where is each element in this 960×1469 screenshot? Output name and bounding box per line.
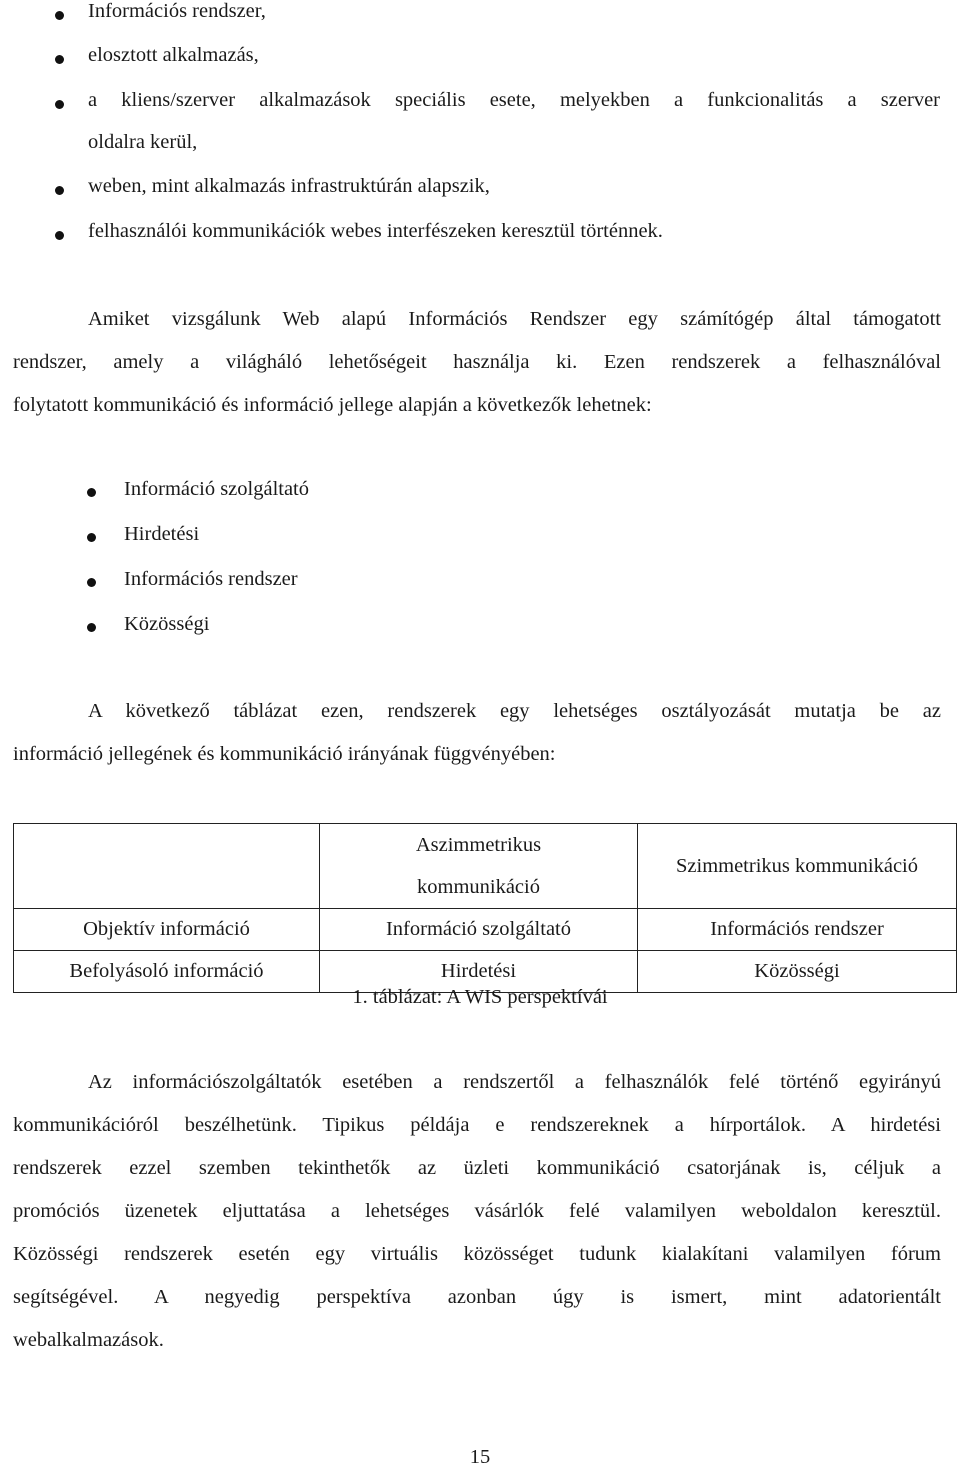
table-header-cell: Szimmetrikus kommunikáció [638,824,957,909]
table-cell: Közösségi [638,951,957,993]
bullet-icon [55,231,64,240]
bullet-icon [87,488,96,497]
bullet-icon [55,186,64,195]
list-item-continuation: oldalra kerül, [88,131,198,153]
paragraph-table-intro: A következő táblázat ezen, rendszerek egy lehetséges osztályozását mutatja be az információ jellegének és kommunikáció irányának függvényében: [13,700,941,765]
table-cell: Információs rendszer [638,909,957,951]
list-item: Információ szolgáltató [124,478,309,501]
page-number: 15 [469,1446,491,1468]
list-item: Információs rendszer [124,568,298,591]
bullet-icon [55,55,64,64]
bullet-icon [55,11,64,20]
table-row [14,909,957,951]
table-header-cell: Aszimmetrikus kommunikáció [320,824,638,909]
list-item: Információs rendszer, [88,0,266,23]
list-item: Hirdetési [124,523,199,546]
table-corner-cell [14,824,320,909]
table-cell: Hirdetési [320,951,638,993]
list-item: Közösségi [124,613,209,636]
paragraph-intro: Amiket vizsgálunk Web alapú Információs Rendszer egy számítógép által támogatott rendszer, amely a világháló lehetőségeit használja ki. Ezen rendszerek a felhasználóval folytatott kommunikáció és információ jellege alapján a következők lehetnek: [13,308,941,416]
list-item: weben, mint alkalmazás infrastruktúrán alapszik, [88,175,490,198]
bullet-icon [87,578,96,587]
bullet-icon [87,623,96,632]
bullet-icon [55,100,64,109]
table-header-row [14,824,957,909]
list-item: felhasználói kommunikációk webes interfészeken keresztül történnek. [88,220,663,243]
table-cell: Információ szolgáltató [320,909,638,951]
list-item: elosztott alkalmazás, [88,44,259,67]
bullet-icon [87,533,96,542]
table-row-head: Befolyásoló információ [14,951,320,993]
list-item: a kliens/szerver alkalmazások speciális esete, melyekben a funkcionalitás a szerver [88,89,940,112]
paragraph-discussion: Az információszolgáltatók esetében a rendszertől a felhasználók felé történő egyirányú kommunikációról beszélhetünk. Tipikus példája e rendszereknek a hírportálok. A hirdetési rendszerek ezzel szemben tekinthetők az üzleti kommunikáció csatorjának is, céljuk a promóciós üzenetek eljuttatása a lehetséges vásárlók felé valamilyen weboldalon keresztül. Közösségi rendszerek esetén egy virtuális közösséget tudunk kialakítani valamilyen fórum segítségével. A negyedig perspektíva azonban úgy is ismert, mint adatorientált webalkalmazások. [13,1071,941,1351]
table-caption: 1. táblázat: A WIS perspektívái [352,986,608,1008]
wis-perspectives-table [13,823,957,993]
table-row-head: Objektív információ [14,909,320,951]
